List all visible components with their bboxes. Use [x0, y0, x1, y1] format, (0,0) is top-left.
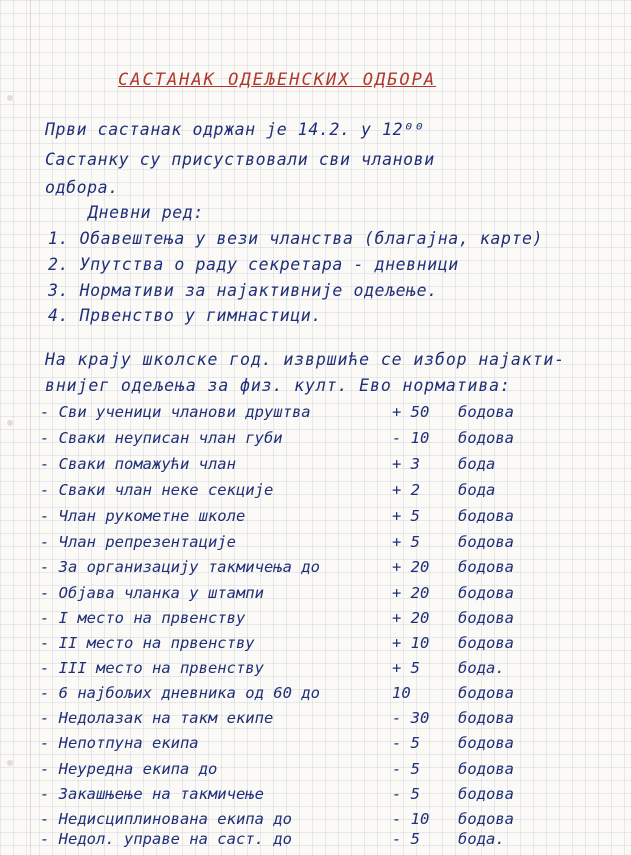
norm-unit: бодова — [458, 609, 514, 627]
norm-text: - III место на првенству — [40, 659, 264, 677]
norm-unit: бодова — [458, 429, 514, 447]
norm-points: - 5 — [392, 830, 420, 848]
norm-row — [40, 684, 600, 706]
binding-hole — [7, 95, 13, 101]
norm-unit: бодова — [458, 533, 514, 551]
norm-points: - 10 — [392, 429, 430, 447]
norm-text: - Сваки неуписан члан губи — [40, 429, 283, 447]
norm-text: - Члан рукометне школе — [40, 507, 246, 525]
norm-points: + 20 — [392, 609, 430, 627]
norm-row — [40, 785, 600, 807]
norm-unit: бода. — [458, 659, 505, 677]
norm-text: - Неуредна екипа до — [40, 760, 218, 778]
norm-text: - Недолазак на такм екипе — [40, 709, 274, 727]
intro-line: одбора. — [45, 178, 119, 197]
norm-unit: бодова — [458, 634, 514, 652]
norm-points: + 20 — [392, 584, 430, 602]
norm-text: - Члан репрезентације — [40, 533, 236, 551]
norm-text: - За организацију такмичења до — [40, 558, 320, 576]
norm-unit: бодова — [458, 584, 514, 602]
agenda-item: 4. Првенство у гимнастици. — [48, 306, 322, 325]
norm-text: - Недол. управе на саст. до — [40, 830, 292, 848]
norm-points: + 5 — [392, 507, 420, 525]
binding-hole — [7, 420, 13, 426]
norm-unit: бодова — [458, 760, 514, 778]
norm-row — [40, 609, 600, 631]
agenda-heading: Дневни ред: — [88, 203, 204, 222]
agenda-item: 2. Упутства о раду секретара - дневници — [48, 255, 459, 274]
norm-text: - Објава чланка у штампи — [40, 584, 264, 602]
norm-text: - I место на првенству — [40, 609, 246, 627]
norm-text: - 6 најбољих дневника од 60 до — [40, 684, 320, 702]
norm-row — [40, 659, 600, 681]
norm-unit: бода. — [458, 830, 505, 848]
norms-heading: внијег одељења за физ. култ. Ево норматива: — [45, 376, 511, 395]
norm-points: 10 — [392, 684, 411, 702]
norm-row — [40, 403, 600, 425]
norm-unit: бодова — [458, 403, 514, 421]
norm-text: - Недисциплинована екипа до — [40, 810, 292, 828]
norm-points: + 2 — [392, 481, 420, 499]
norm-row — [40, 810, 600, 832]
norm-row — [40, 830, 600, 852]
norm-unit: бода — [458, 481, 496, 499]
norm-unit: бодова — [458, 684, 514, 702]
norm-points: - 5 — [392, 734, 420, 752]
norm-points: + 3 — [392, 455, 420, 473]
norm-row — [40, 507, 600, 529]
norm-row — [40, 558, 600, 580]
norm-unit: бодова — [458, 507, 514, 525]
norm-unit: бодова — [458, 734, 514, 752]
norm-points: + 20 — [392, 558, 430, 576]
norm-unit: бодова — [458, 558, 514, 576]
norm-unit: бодова — [458, 785, 514, 803]
norm-points: - 30 — [392, 709, 430, 727]
norm-unit: бодова — [458, 709, 514, 727]
intro-line: Састанку су присуствовали сви чланови — [45, 150, 435, 169]
norm-points: + 50 — [392, 403, 430, 421]
binding-hole — [7, 760, 13, 766]
norm-text: - Закашњење на такмичење — [40, 785, 264, 803]
norm-row — [40, 634, 600, 656]
norm-row — [40, 734, 600, 756]
norm-points: + 10 — [392, 634, 430, 652]
margin-line — [30, 0, 31, 855]
norm-text: - Сваки члан неке секције — [40, 481, 274, 499]
norm-text: - Непотпуна екипа — [40, 734, 199, 752]
norm-row — [40, 481, 600, 503]
norm-text: - Сви ученици чланови друштва — [40, 403, 311, 421]
norm-row — [40, 455, 600, 477]
norms-heading: На крају школске год. извршиће се избор најакти- — [45, 350, 566, 369]
norm-row — [40, 709, 600, 731]
page-title: САСТАНАК ОДЕЉЕНСКИХ ОДБОРА — [118, 70, 437, 90]
norm-points: - 5 — [392, 785, 420, 803]
norm-row — [40, 584, 600, 606]
norm-points: - 10 — [392, 810, 430, 828]
agenda-item: 3. Нормативи за најактивније одељење. — [48, 281, 438, 300]
norm-points: + 5 — [392, 659, 420, 677]
intro-line: Први састанак одржан је 14.2. у 12⁰⁰ — [45, 120, 425, 139]
norm-points: + 5 — [392, 533, 420, 551]
norm-text: - Сваки помажући члан — [40, 455, 236, 473]
norm-unit: бодова — [458, 810, 514, 828]
norm-unit: бода — [458, 455, 496, 473]
norm-text: - II место на првенству — [40, 634, 255, 652]
norm-row — [40, 760, 600, 782]
norm-points: - 5 — [392, 760, 420, 778]
agenda-item: 1. Обавештења у вези чланства (благајна, карте) — [48, 229, 544, 248]
norm-row — [40, 429, 600, 451]
norm-row — [40, 533, 600, 555]
